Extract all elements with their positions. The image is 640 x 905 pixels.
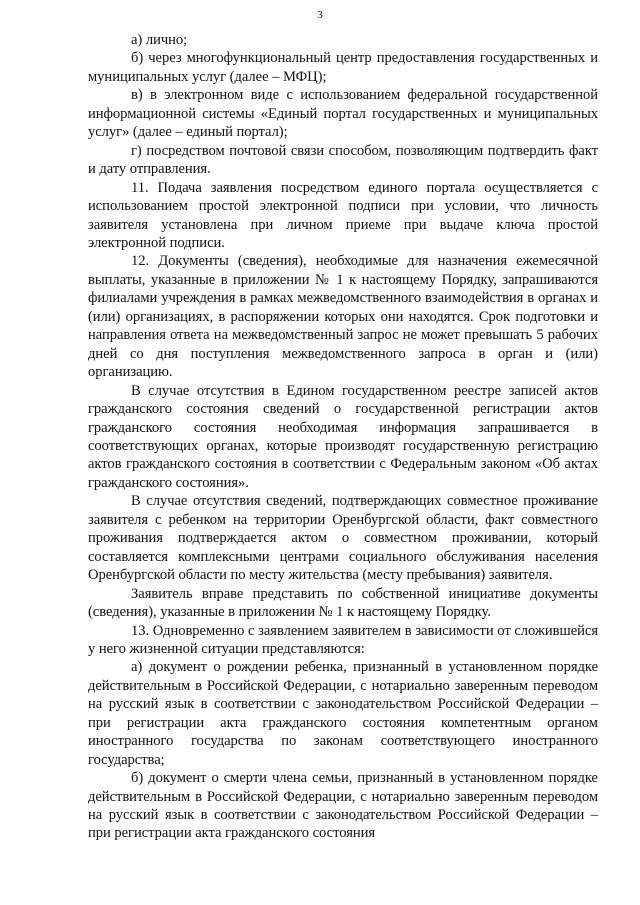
paragraph-item-b-death-document: б) документ о смерти члена семьи, признанный в установленном порядке действительным в Российской Федерации, с нотариально заверенным переводом на русский язык в соответствии с законодательством Российской Федерации – при регистрации акта гражданского состояния <box>88 770 598 842</box>
paragraph-clause-13: 13. Одновременно с заявлением заявителем в зависимости от сложившейся у него жизненной ситуации представляются: <box>88 622 598 657</box>
document-body <box>88 31 598 843</box>
paragraph-item-a-birth-document: а) документ о рождении ребенка, признанный в установленном порядке действительным в Российской Федерации, с нотариально заверенным переводом на русский язык в соответствии с законодательством Российской Федерации – при регистрации акта гражданского состояния компетентным органом иностранного государства по законам соответствующего иностранного государства; <box>88 659 598 768</box>
paragraph-item-v-electronic: в) в электронном виде с использованием федеральной государственной информационной системы «Единый портал государственных и муниципальных услуг» (далее – единый портал); <box>88 87 598 141</box>
paragraph-civil-registry: В случае отсутствия в Едином государственном реестре записей актов гражданского состояния сведений о государственной регистрации актов гражданского состояния необходимая информация запрашивается в соответствующих органах, которые производят государственную регистрацию актов гражданского состояния в соответствии с Федеральным законом «Об актах гражданского состояния». <box>88 382 598 491</box>
paragraph-clause-11: 11. Подача заявления посредством единого портала осуществляется с использованием простой электронной подписи при условии, что личность заявителя установлена при личном приеме при выдаче ключа простой электронной подписи. <box>88 179 598 251</box>
paragraph-cohabitation: В случае отсутствия сведений, подтверждающих совместное проживание заявителя с ребенком на территории Оренбургской области, факт совместного проживания подтверждается актом о совместном проживании, который составляется комплексными центрами социального обслуживания населения Оренбургской области по месту жительства (месту пребывания) заявителя. <box>88 493 598 584</box>
paragraph-item-g-postal: г) посредством почтовой связи способом, позволяющим подтвердить факт и дату отправления. <box>88 142 598 178</box>
paragraph-item-a-personally: а) лично; <box>131 32 188 48</box>
paragraph-clause-12: 12. Документы (сведения), необходимые для назначения ежемесячной выплаты, указанные в приложении № 1 к настоящему Порядку, запрашиваются филиалами учреждения в рамках межведомственного взаимодействия в органах и (или) организациях, в распоряжении которых они находятся. Срок подготовки и направления ответа на межведомственный запрос не может превышать 5 рабочих дней со дня поступления межведомственного запроса в орган и (или) организацию. <box>88 253 598 381</box>
page-number: 3 <box>317 9 323 21</box>
paragraph-item-b-mfc: б) через многофункциональный центр предоставления государственных и муниципальных услуг (далее – МФЦ); <box>88 50 598 85</box>
paragraph-own-initiative: Заявитель вправе представить по собственной инициативе документы (сведения), указанные в приложении № 1 к настоящему Порядку. <box>88 585 598 621</box>
